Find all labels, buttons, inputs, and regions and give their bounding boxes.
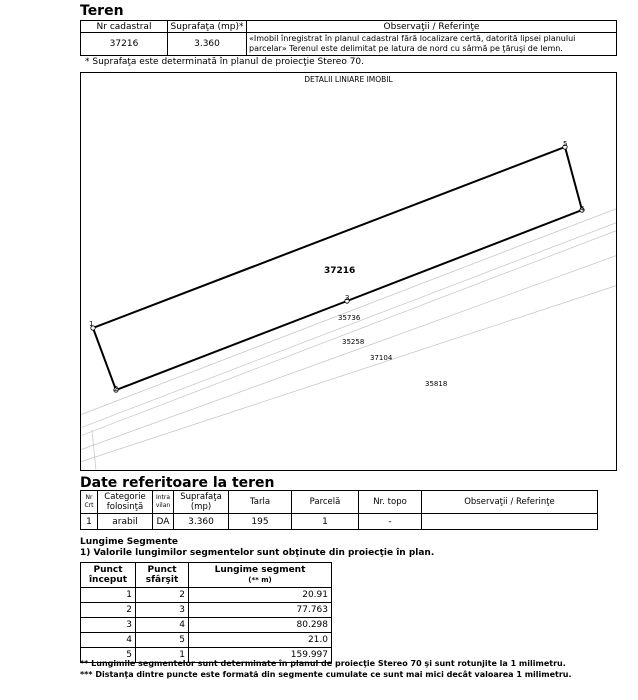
cell-nr-cadastral: 37216 — [81, 33, 168, 56]
header-categorie: Categorie folosinţă — [98, 491, 153, 514]
boundary-line — [80, 255, 618, 450]
cell-end: 1 — [136, 648, 189, 663]
plan-title: DETALII LINIARE IMOBIL — [304, 75, 393, 84]
cell-suprafata: 3.360 — [168, 33, 247, 56]
teren-note: * Suprafaţa este determinată în planul de proiecţie Stereo 70. — [85, 57, 365, 67]
lungime-subheading: 1) Valorile lungimilor segmentelor sunt obţinute din proiecţie în plan. — [80, 548, 435, 558]
cell-end: 5 — [136, 633, 189, 648]
footnote: ** Lungimile segmentelor sunt determinate în planul de proiecţie Stereo 70 şi sunt rotunjite la 1 milimetru. — [80, 659, 566, 668]
table-row — [81, 633, 332, 648]
cell-start: 4 — [81, 633, 136, 648]
vertex-label: 3 — [345, 294, 350, 302]
cell-observatii — [422, 514, 598, 530]
date-teren-header-row — [81, 491, 598, 514]
lungime-header-row — [81, 563, 332, 588]
vertex-label: 5 — [563, 140, 568, 148]
table-row — [81, 514, 598, 530]
neighbor-label: 35258 — [342, 338, 365, 346]
cell-length: 80.298 — [189, 618, 332, 633]
header-intravilan: Intra vilan — [153, 491, 174, 514]
cell-start: 3 — [81, 618, 136, 633]
cell-length: 20.91 — [189, 588, 332, 603]
header-parcela: Parcelă — [292, 491, 359, 514]
cell-length: 21.0 — [189, 633, 332, 648]
parcel-label: 37216 — [324, 266, 356, 276]
cell-tarla: 195 — [229, 514, 292, 530]
neighbor-label: 35736 — [338, 314, 361, 322]
cell-parcela: 1 — [292, 514, 359, 530]
cell-end: 4 — [136, 618, 189, 633]
cell-length: 77.763 — [189, 603, 332, 618]
lungime-table — [80, 562, 332, 663]
table-row — [81, 603, 332, 618]
header-lungime-label: Lungime segment — [214, 565, 306, 575]
header-tarla: Tarla — [229, 491, 292, 514]
header-suprafata: Suprafaţa (mp) — [174, 491, 229, 514]
lungime-heading: Lungime Segmente — [80, 537, 179, 547]
vertex-label: 4 — [580, 205, 585, 213]
date-teren-table — [80, 490, 598, 530]
cell-observatii: «Imobil înregistrat în planul cadastral fără localizare certă, datorită lipsei planului parcelar» Terenul este delimitat pe latura de nord cu sârmă pe ţăruşi de lemn. — [247, 33, 617, 56]
cell-length: 159.997 — [189, 648, 332, 663]
header-nr-topo: Nr. topo — [359, 491, 422, 514]
cell-end: 3 — [136, 603, 189, 618]
footnote: *** Distanţa dintre puncte este formată din segmente cumulate ce sunt mai mici decât valoarea 1 milimetru. — [80, 670, 572, 679]
header-observatii: Observaţii / Referinţe — [422, 491, 598, 514]
cell-nr-crt: 1 — [81, 514, 98, 530]
cell-start: 2 — [81, 603, 136, 618]
date-teren-heading: Date referitoare la teren — [80, 475, 275, 491]
boundary-line — [80, 230, 618, 436]
cell-end: 2 — [136, 588, 189, 603]
header-lungime-unit: (** m) — [248, 576, 272, 584]
vertex-label: 1 — [89, 320, 94, 328]
vertex-label: 2 — [114, 385, 119, 393]
boundary-line — [80, 222, 618, 428]
table-row — [81, 618, 332, 633]
cell-categorie: arabil — [98, 514, 153, 530]
cell-start: 5 — [81, 648, 136, 663]
header-punct-inceput: Punct început — [81, 563, 136, 588]
cell-start: 1 — [81, 588, 136, 603]
cell-intravilan: DA — [153, 514, 174, 530]
header-nr-cadastral: Nr cadastral — [81, 21, 168, 33]
boundary-line — [92, 430, 96, 471]
cell-nr-topo: - — [359, 514, 422, 530]
cell-suprafata: 3.360 — [174, 514, 229, 530]
neighbor-label: 35818 — [425, 380, 448, 388]
header-suprafata: Suprafaţa (mp)* — [168, 21, 247, 33]
header-observatii: Observaţii / Referinţe — [247, 21, 617, 33]
header-lungime — [189, 563, 332, 588]
teren-heading: Teren — [80, 3, 124, 19]
neighbor-label: 37104 — [370, 354, 393, 362]
table-row — [81, 588, 332, 603]
header-nr-crt: Nr Crt — [81, 491, 98, 514]
header-punct-sfarsit: Punct sfârşit — [136, 563, 189, 588]
